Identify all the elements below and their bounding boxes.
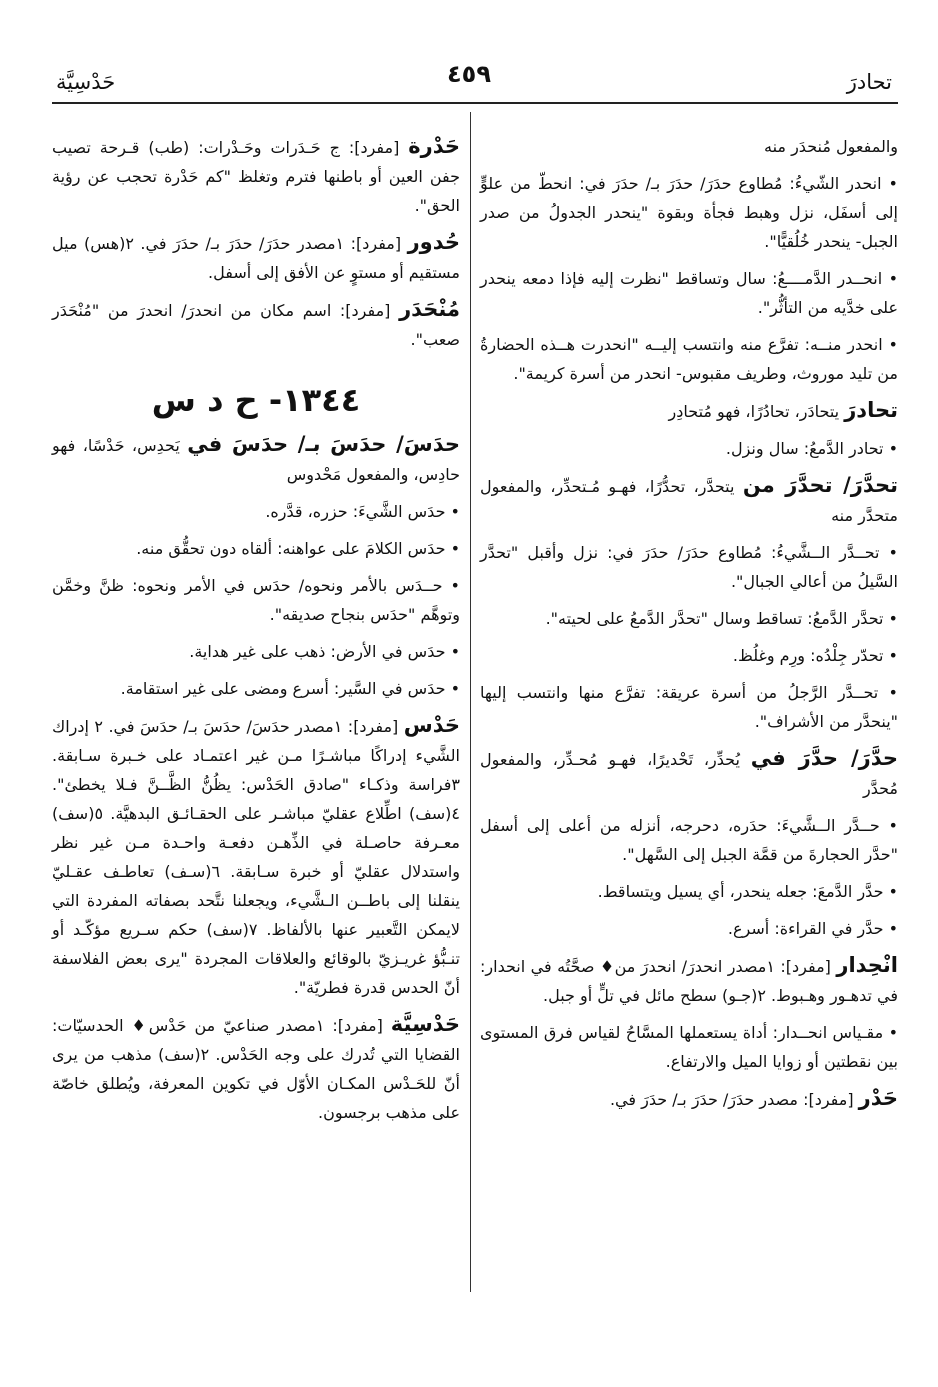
- entry-text: • انحدر الشّيءُ: مُطاوع حدَرَ/ حدَرَ بـ/ حدَرَ في: انحطّ من علوٍّ إلى أسفَل، نزل وهبط فجأة وبقوة "ينحدر الجدولُ من صدر الجبل- ينحدر خُلُقيًّا".: [480, 174, 898, 251]
- entry-text: والمفعول مُنحدَر منه: [764, 137, 898, 156]
- entry-text: • حدَس في السَّير: أسرع ومضى على غير استقامة.: [120, 679, 460, 698]
- entry-text: [مفرد]: ١مصدر انحدرَ/ انحدرَ من♦ صحَّتُه في انحدار: في تدهـور وهـبوط. ٢(جـو) سطح مائل في تلٍّ أو جبل.: [480, 957, 898, 1005]
- entry-text: يتحادَر، تحادُرًا، فهو مُتحادِر: [668, 402, 845, 421]
- entry-text: • حدَس الكلامَ على عواهنه: ألقاه دون تحقُّق منه.: [136, 539, 460, 558]
- left-column: [52, 132, 460, 1135]
- header-rule: [52, 102, 898, 104]
- dictionary-entry: [480, 877, 898, 906]
- entry-text: • انحدر منــه: تفرَّع منه وانتسب إليــه "انحدرت هــذه الحضارةُ من تليد موروث، وطريف مقبوس- انحدر من أسرة كريمة".: [480, 335, 898, 383]
- left-column-bottom: [52, 430, 460, 1127]
- entry-headword: تحدَّرَ/ تحدَّرَ من: [742, 473, 898, 497]
- right-column: [480, 132, 898, 1122]
- entry-text: يتحدَّر، تحدُّرًا، فهـو مُـتحدِّر، والمفعول متحدَّر منه: [480, 477, 898, 525]
- entry-text: • تحــدَّر الرَّجلُ من أسرة عريقة: تفرَّع منها وانتسب إليها "ينحدَّر من الأشراف".: [480, 683, 898, 731]
- entry-text: • تحــدَّر الــشَّيءُ: مُطاوع حدَرَ/ حدَرَ في: نزل وأقبل "تحدَّر السَّيلُ من أعالي الجبال".: [480, 543, 898, 591]
- entry-text: يُحدِّر، تَحْديرًا، فهـو مُحـدِّر، والمفعول مُحدَّر: [480, 750, 898, 798]
- entry-headword: انْحِدار: [836, 953, 898, 977]
- root-section-title: ١٣٤٤- ح د س: [151, 381, 361, 419]
- entry-headword: حدَّرَ/ حدَّرَ في: [750, 746, 899, 770]
- entry-headword: حَدْسِيَّة: [390, 1012, 461, 1036]
- entry-text: • حدَّر في القراءة: أسرع.: [727, 919, 898, 938]
- page-header: [40, 52, 898, 102]
- dictionary-entry: [480, 538, 898, 596]
- entry-text: • تحدّر جِلْدُه: ورِم وغلُظ.: [732, 646, 898, 665]
- entry-text: • حــدَّر الــشَّيءَ: حدَره، دحرجه، أنزله من أعلى إلى أسفل "حدَّر الحجارةَ من قمَّة الجبل إلى السَّهل".: [480, 816, 898, 864]
- entry-text: • تحادر الدَّمعُ: سال ونزل.: [725, 439, 898, 458]
- running-head-right: تحادرَ: [846, 70, 892, 94]
- dictionary-entry: [52, 534, 460, 563]
- entry-headword: حَدْر: [858, 1086, 898, 1110]
- entry-headword: حُدور: [407, 230, 461, 254]
- entry-text: يَحدِس، حَدْسًا، فهو حادِس، والمفعول مَحْدوس: [52, 436, 460, 484]
- entry-text: [مفرد]: ١مصدر صناعيّ من حَدْس♦ الحدسيّات: القضايا التي تُدرك على وجه الحَدْس. ٢(سف) مذهب من يرى أنّ للحَـدْس المكـان الأوّل في تكوين المعرفة، ويُطلق خاصّة على مذهب برجسون.: [52, 1016, 460, 1122]
- dictionary-entry: [52, 637, 460, 666]
- dictionary-entry: [52, 295, 460, 354]
- dictionary-entry: [52, 497, 460, 526]
- page-number: ٤٥٩: [447, 60, 491, 88]
- dictionary-entry: [480, 604, 898, 633]
- dictionary-entry: [480, 396, 898, 426]
- entry-headword: مُنْحَدَر: [399, 297, 460, 321]
- dictionary-entry: [480, 169, 898, 256]
- dictionary-entry: [480, 744, 898, 803]
- dictionary-entry: [480, 330, 898, 388]
- entry-text: • حــدَس بالأمر ونحوه/ حدَس في الأمر ونحوه: ظنَّ وخمَّن وتوهَّم "حدَس بنجاح صديقه".: [52, 576, 460, 624]
- column-divider: [470, 112, 471, 1292]
- left-column-top: [52, 132, 460, 354]
- dictionary-entry: [480, 471, 898, 530]
- entry-headword: حدَسَ/ حدَسَ بـ/ حدَسَ في: [187, 432, 461, 456]
- entry-text: [مفرد]: ١مصدر حدَسَ/ حدَسَ بـ/ حدَسَ في. ٢ إدراك الشَّيء إدراكًا مباشـرًا مـن غير اعتمـاد على خـبرة سـابقة. ٣فراسة وذكـاء "صادق الحَدْس: يظُنُّ الظَّــنَّ فـلا يخطئ". ٤(سف) اطِّلاع عقليّ مباشـر على الحقـائـق البدهيَّة. ٥(سف) معـرفة حاصـلة في الذِّهـن دفعـة واحـدة مـن غير نظر واستدلال عقليّ أو خبرة سـابقة. ٦(سـف) تعاطـف عقـليّ ينقلنا إلى باطــن الـشَّيء، ويجعلنا نتَّحد بصفاته المفردة التي لايمكن التَّعبير عنها بالألفاظ. ٧(سف) حكم سـريع مؤكّـد أو تنـبُّؤ غريـزيّ بالوقائع والعلاقات المجردة "يرى بعض الفلاسفة أنّ الحدس قدرة فطريّة".: [52, 717, 460, 997]
- dictionary-entry: [52, 132, 460, 220]
- dictionary-entry: [480, 1018, 898, 1076]
- entry-text: • حدَّر الدَّمعَ: جعله ينحدر، أي يسيل ويتساقط.: [597, 882, 898, 901]
- dictionary-entry: [480, 132, 898, 161]
- dictionary-entry: [480, 951, 898, 1010]
- dictionary-entry: [52, 1010, 460, 1127]
- entry-text: • حدَس في الأرض: ذهب على غير هداية.: [189, 642, 460, 661]
- entry-text: [مفرد]: مصدر حدَرَ/ حدَرَ بـ/ حدَرَ في.: [609, 1090, 859, 1109]
- dictionary-entry: [480, 678, 898, 736]
- dictionary-entry: [52, 228, 460, 287]
- dictionary-entry: [480, 264, 898, 322]
- dictionary-entry: [480, 811, 898, 869]
- dictionary-entry: [480, 434, 898, 463]
- entry-headword: تحادرَ: [844, 398, 898, 422]
- entry-text: • انحــدر الدَّمــــعُ: سال وتساقط "نظرت إليه فإذا دمعه ينحدر على خدَّيه من التأثُّر".: [480, 269, 898, 317]
- dictionary-entry: [52, 430, 460, 489]
- entry-text: [مفرد]: اسم مكان من انحدرَ/ انحدرَ من "مُنْحَدَر صعب".: [52, 301, 460, 349]
- dictionary-entry: [52, 571, 460, 629]
- dictionary-entry: [52, 711, 460, 1002]
- entry-text: [مفرد]: ج حَـدَرات وحَـدْرات: (طب) قـرحة تصيب جفن العين أو باطنها فترم وتغلظ "كم حَدْرة تحجب عن رؤية الحق".: [52, 138, 460, 215]
- entry-headword: حَدْس: [403, 713, 460, 737]
- dictionary-entry: [480, 914, 898, 943]
- entry-headword: حَدْرة: [408, 134, 460, 158]
- dictionary-entry: [52, 674, 460, 703]
- entry-text: • تحدَّر الدَّمعُ: تساقط وسال "تحدَّر الدَّمعُ على لحيته".: [545, 609, 898, 628]
- entry-text: [مفرد]: ١مصدر حدَرَ/ حدَرَ بـ/ حدَرَ في. ٢(هس) ميل مستقيم أو مستوٍ عن الأفق إلى أسفل.: [52, 234, 460, 282]
- dictionary-entry: [480, 641, 898, 670]
- entry-text: • حدَس الشَّيءَ: حزره، قدَّره.: [265, 502, 460, 521]
- entry-text: • مقـياس انحــدار: أداة يستعملها المسَّاحُ لقياس فرق المستوى بين نقطتين أو زوايا الميل والارتفاع.: [480, 1023, 898, 1071]
- running-head-left: حَدْسِيَّة: [56, 70, 116, 94]
- dictionary-entry: [480, 1084, 898, 1114]
